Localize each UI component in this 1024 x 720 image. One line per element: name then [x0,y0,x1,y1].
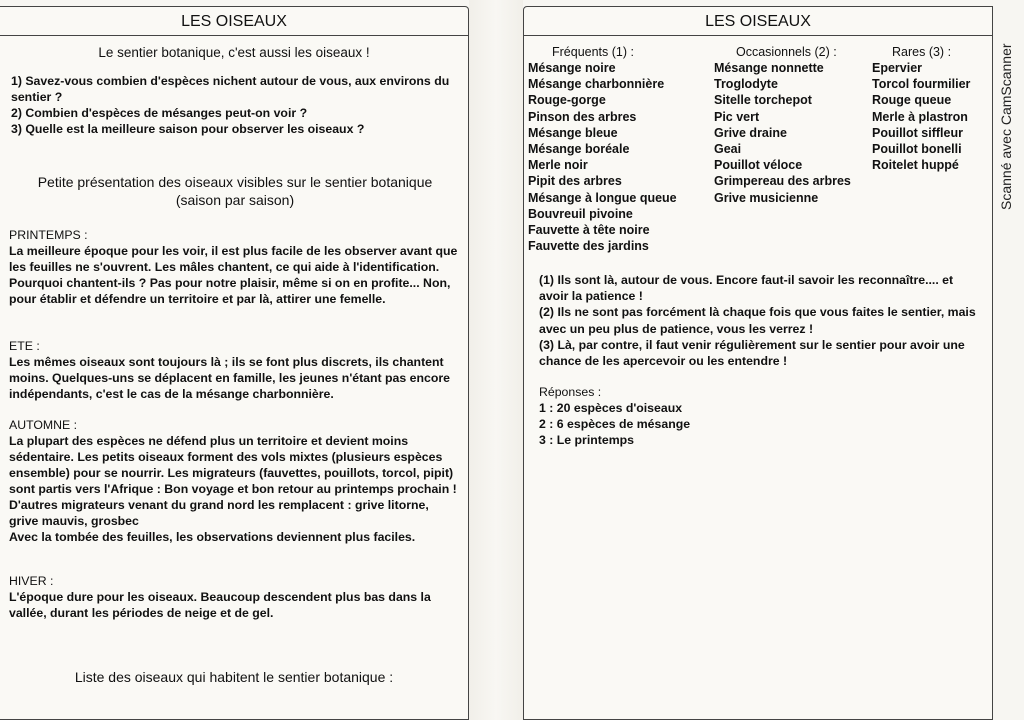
season-name: AUTOMNE : [9,418,78,432]
footnote-3: (3) Là, par contre, il faut venir régulièrement sur le sentier pour avoir une chance de les apercevoir ou les entendre ! [539,337,965,369]
column-frequent [528,45,718,254]
bird-name: Geai [714,142,742,157]
season-name: ETE : [9,339,40,353]
column-rare [872,45,990,173]
column-title: Rares (3) : [892,45,952,59]
answer-3: 3 : Le printemps [539,433,634,447]
answer-2: 2 : 6 espèces de mésange [539,417,691,431]
bird-name: Grive draine [714,125,787,140]
column-occasional [714,45,874,206]
bird-name: Mésange boréale [528,142,630,157]
right-page-header: LES OISEAUX [524,7,992,36]
bird-name: Pinson des arbres [528,109,637,124]
bird-name: Grive musicienne [714,190,819,205]
answer-1: 1 : 20 espèces d'oiseaux [539,401,683,415]
season-automne [9,417,459,545]
bird-name: Mésange noire [528,61,616,75]
bird-name: Torcol fourmilier [872,77,971,92]
footnote-2: (2) Ils ne sont pas forcément là chaque fois que vous faites le sentier, mais avec un peu plus de patience, vous les verrez ! [539,305,976,336]
bird-list [528,60,718,254]
season-printemps [9,227,459,307]
season-ete [9,338,459,402]
question-2: 2) Combien d'espèces de mésanges peut-on voir ? [11,106,308,120]
bird-name: Mésange nonnette [714,61,824,75]
bird-name: Merle à plastron [872,109,968,124]
question-1: 1) Savez-vous combien d'espèces nichent autour de vous, aux environs du sentier ? [11,74,450,104]
footnotes [539,272,984,369]
bird-name: Roitelet huppé [872,158,959,173]
bird-name: Bouvreuil pivoine [528,206,633,221]
bird-name: Merle noir [528,158,588,173]
list-title: Liste des oiseaux qui habitent le sentier botanique : [74,669,394,685]
season-name: HIVER : [9,574,54,588]
bird-name: Pouillot véloce [714,158,803,173]
season-text: La plupart des espèces ne défend plus un territoire et devient moins sédentaire. Les petits oiseaux forment des vols mixtes (plusieurs espèces ensemble) pour se nourrir. Les migrateurs (fauvettes, pouillots, torcol, pipit) sont partis vers l'Afrique : Bon voyage et bon retour au printemps prochain ! [9,434,457,496]
bird-name: Pipit des arbres [528,174,622,189]
bird-list [872,60,990,173]
column-title: Fréquents (1) : [552,45,634,59]
bird-name: Troglodyte [714,77,778,92]
bird-list [714,60,874,206]
left-page [0,6,469,720]
season-text: L'époque dure pour les oiseaux. Beaucoup descendent plus bas dans la vallée, durant les périodes de neige et de gel. [9,590,431,620]
bird-name: Epervier [872,61,923,75]
presentation-title: Petite présentation des oiseaux visibles sur le sentier botanique (saison par saison) [37,174,433,208]
left-page-header: LES OISEAUX [0,7,468,36]
intro-title: Le sentier botanique, c'est aussi les oiseaux ! [98,45,370,60]
bird-name: Pouillot siffleur [872,125,963,140]
footnote-1: (1) Ils sont là, autour de vous. Encore faut-il savoir les reconnaître.... et avoir la patience ! [539,273,954,304]
bird-name: Grimpereau des arbres [714,174,851,189]
bird-name: Rouge-gorge [528,93,606,108]
season-name: PRINTEMPS : [9,228,88,242]
bird-name: Mésange bleue [528,125,618,140]
season-extra: D'autres migrateurs venant du grand nord les remplacent : grive litorne, grive mauvis, grosbec [9,498,429,528]
questions-list [11,73,456,137]
season-text: La meilleure époque pour les voir, il est plus facile de les observer avant que les feuilles ne s'ouvrent. Les mâles chantent, ce qui aide à l'identification. Pourquoi chantent-ils ? Pas pour notre plaisir, même si on en profite... Non, pour établir et défendre un territoire et par là, attirer une femelle. [9,244,458,306]
question-3: 3) Quelle est la meilleure saison pour observer les oiseaux ? [11,122,365,136]
book-binding [469,0,523,720]
scanner-watermark: Scanné avec CamScanner [998,43,1014,210]
bird-name: Pouillot bonelli [872,142,962,157]
season-text: Les mêmes oiseaux sont toujours là ; ils se font plus discrets, ils chantent moins. Quelques-uns se déplacent en famille, les jeunes n'étant pas encore indépendants, c'est le cas de la mésange charbonnière. [9,355,450,401]
column-title: Occasionnels (2) : [736,45,837,59]
bird-name: Rouge queue [872,93,952,108]
bird-name: Mésange charbonnière [528,77,665,92]
season-hiver [9,573,459,621]
bird-name: Fauvette des jardins [528,239,649,254]
bird-name: Mésange à longue queue [528,190,677,205]
answers-title: Réponses : [539,385,602,399]
answers-block [539,384,839,448]
bird-name: Pic vert [714,109,760,124]
right-page [523,6,993,720]
bird-name: Sitelle torchepot [714,93,812,108]
bird-name: Fauvette à tête noire [528,223,650,238]
season-extra: Avec la tombée des feuilles, les observations deviennent plus faciles. [9,530,416,544]
